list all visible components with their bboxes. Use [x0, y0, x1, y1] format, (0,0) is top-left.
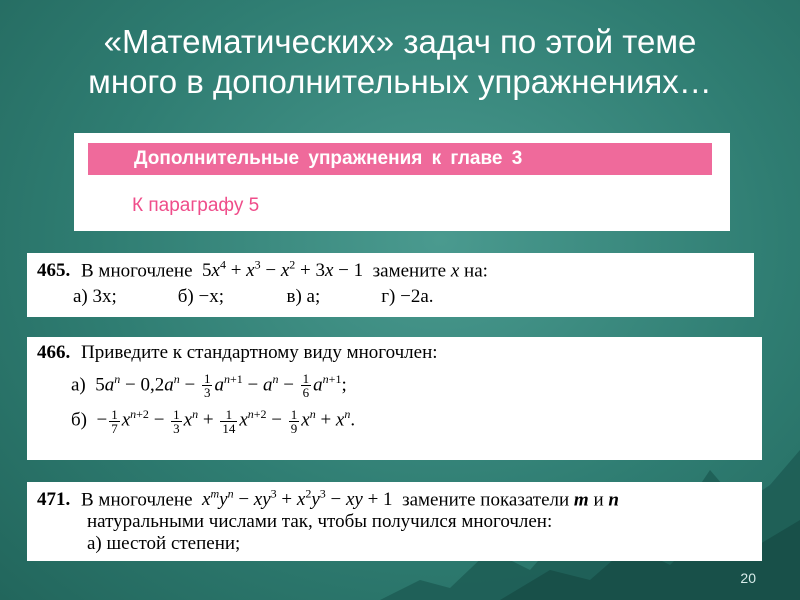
problem-465-statement: [37, 258, 744, 282]
problem-number: 471.: [37, 489, 71, 511]
options-row: [37, 286, 744, 308]
page-number: 20: [740, 570, 756, 586]
fraction: $\frac{1}{7}$: [111, 406, 118, 436]
statement-text: В многочлене: [81, 489, 193, 511]
title-line-2: много в дополнительных упражнениях…: [88, 63, 712, 100]
title-line-1: «Математических» задач по этой теме: [103, 23, 697, 60]
problem-471: [27, 482, 762, 561]
option-d: г) −2a.: [381, 286, 434, 308]
problem-number: 465.: [37, 260, 71, 282]
problem-471-line-1: [37, 487, 752, 511]
variable: x: [450, 260, 460, 282]
option-a: а) 3x;: [73, 286, 117, 308]
statement-text: на:: [464, 260, 488, 282]
problem-465: [27, 253, 754, 317]
problem-466-statement: [37, 342, 752, 364]
section-header-card: [74, 133, 730, 231]
problem-466: [27, 337, 762, 460]
statement-text: замените: [372, 260, 447, 282]
statement-text: В многочлене: [81, 260, 193, 282]
fraction: $\frac{1}{14}$: [222, 406, 236, 436]
polynomial: $5x^4 + x^3 - x^2 + 3x - 1$: [197, 258, 368, 282]
problem-471-line-2: натуральными числами так, чтобы получился многочлен:: [87, 511, 553, 533]
polynomial: $x^my^n - xy^3 + x^2y^3$ − xy + 1: [202, 487, 398, 511]
variable-n: n: [608, 489, 619, 511]
option-b: б) −x;: [177, 286, 224, 308]
variable-m: m: [573, 489, 589, 511]
fraction: $\frac{1}{6}$: [302, 371, 310, 401]
problem-471-line-3: а) шестой степени;: [87, 533, 241, 555]
paragraph-subheading: К параграфу 5: [132, 195, 260, 216]
item-label: а): [71, 374, 86, 396]
expression-a: а) $5a^n - 0,2a^n$ − $\frac{1}{3}$ $a^{n+1} - a^n$ − $\frac{1}{6}$ $a^{n+1}$;: [71, 371, 347, 401]
statement-text: и: [593, 489, 604, 511]
fraction: $\frac{1}{3}$: [203, 371, 211, 401]
slide-title: [20, 22, 780, 102]
problem-number: 466.: [37, 342, 71, 363]
expression-b: б) − $\frac{1}{7}$ $x^{n+2}$ − $\frac{1}{3}$ $x^n$ + $\frac{1}{14}$ $x^{n+2}$ − $\frac{1}{9}$ $x^n + x^n$.: [71, 406, 356, 436]
option-c: в) a;: [286, 286, 321, 308]
chapter-banner: Дополнительные упражнения к главе 3: [88, 143, 712, 175]
statement-text: Приведите к стандартному виду многочлен:: [81, 342, 438, 363]
fraction: $\frac{1}{9}$: [290, 406, 298, 436]
fraction: $\frac{1}{3}$: [173, 406, 180, 436]
statement-text: замените показатели: [402, 489, 570, 511]
item-label: б): [71, 409, 87, 431]
